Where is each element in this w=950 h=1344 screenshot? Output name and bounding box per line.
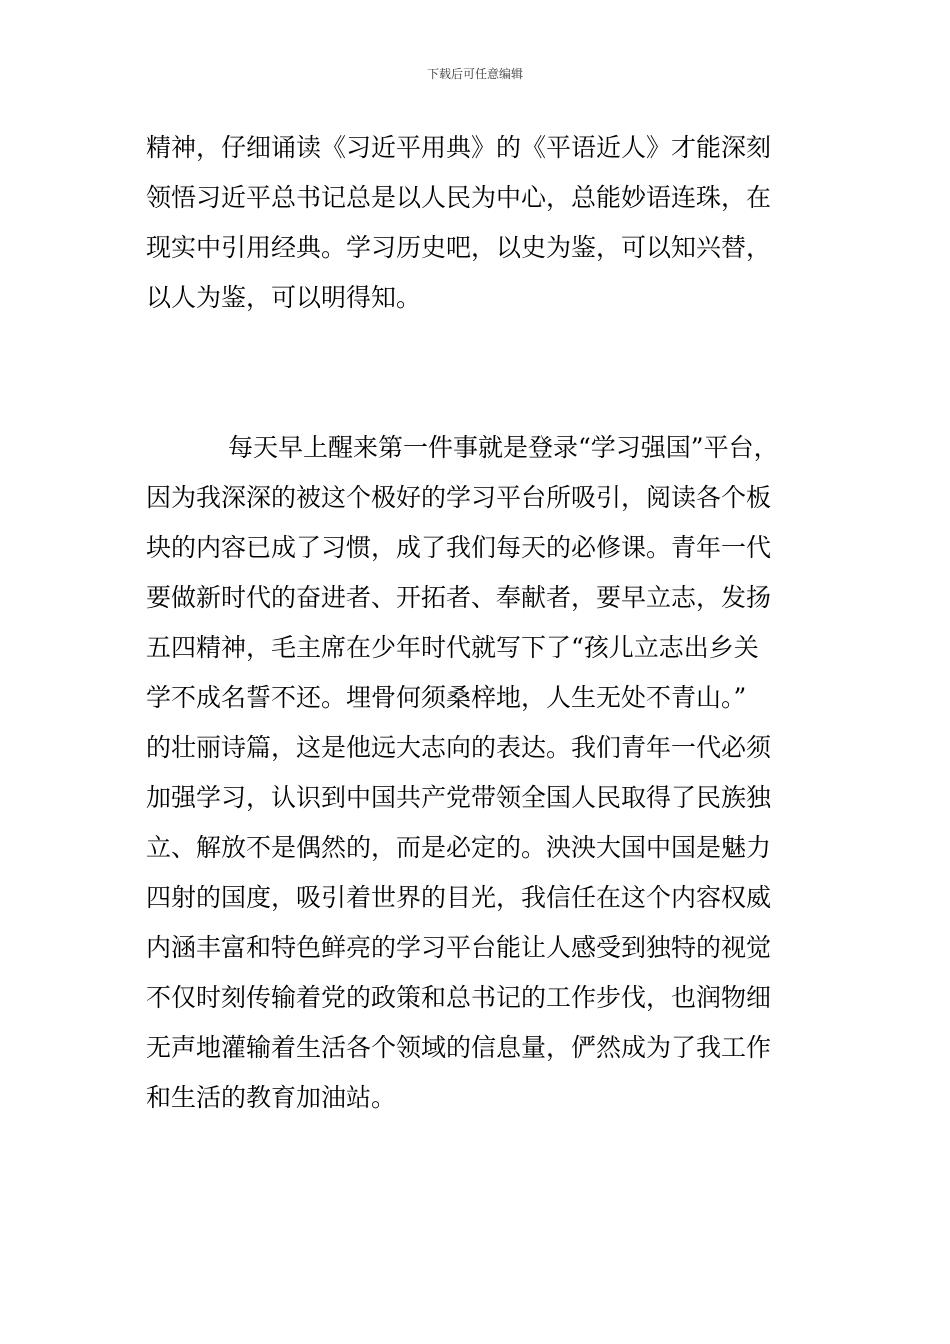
paragraph-2-line-13: 无声地灌输着生活各个领域的信息量，俨然成为了我工作 bbox=[146, 1033, 772, 1062]
paragraph-2-line-7: 的壮丽诗篇，这是他远大志向的表达。我们青年一代必须 bbox=[146, 733, 772, 762]
paragraph-2-line-5: 五四精神，毛主席在少年时代就写下了“孩儿立志出乡关 bbox=[146, 633, 759, 662]
paragraph-2-line-10: 四射的国度，吸引着世界的目光，我信任在这个内容权威 bbox=[146, 883, 772, 912]
paragraph-2-line-1: 每天早上醒来第一件事就是登录“学习强国”平台， bbox=[228, 433, 779, 462]
paragraph-1-line-4: 以人为鉴，可以明得知。 bbox=[146, 283, 422, 312]
paragraph-2-line-3: 块的内容已成了习惯，成了我们每天的必修课。青年一代 bbox=[146, 533, 772, 562]
paragraph-2-line-9: 立、解放不是偶然的，而是必定的。泱泱大国中国是魅力 bbox=[146, 833, 772, 862]
paragraph-2-line-12: 不仅时刻传输着党的政策和总书记的工作步伐，也润物细 bbox=[146, 983, 772, 1012]
paragraph-1-line-1: 精神，仔细诵读《习近平用典》的《平语近人》才能深刻 bbox=[146, 133, 772, 162]
paragraph-2-line-6: 学不成名誓不还。埋骨何须桑梓地，人生无处不青山。” bbox=[146, 683, 747, 712]
paragraph-1-line-3: 现实中引用经典。学习历史吧，以史为鉴，可以知兴替， bbox=[146, 233, 772, 262]
paragraph-2-line-11: 内涵丰富和特色鲜亮的学习平台能让人感受到独特的视觉 bbox=[146, 933, 772, 962]
paragraph-1-line-2: 领悟习近平总书记总是以人民为中心，总能妙语连珠，在 bbox=[146, 183, 772, 212]
paragraph-2-line-2: 因为我深深的被这个极好的学习平台所吸引，阅读各个板 bbox=[146, 483, 772, 512]
paragraph-2-line-4: 要做新时代的奋进者、开拓者、奉献者，要早立志，发扬 bbox=[146, 583, 772, 612]
page-header: 下载后可任意编辑 bbox=[426, 67, 523, 81]
paragraph-2-line-8: 加强学习，认识到中国共产党带领全国人民取得了民族独 bbox=[146, 783, 772, 812]
paragraph-2-line-14: 和生活的教育加油站。 bbox=[146, 1083, 397, 1112]
